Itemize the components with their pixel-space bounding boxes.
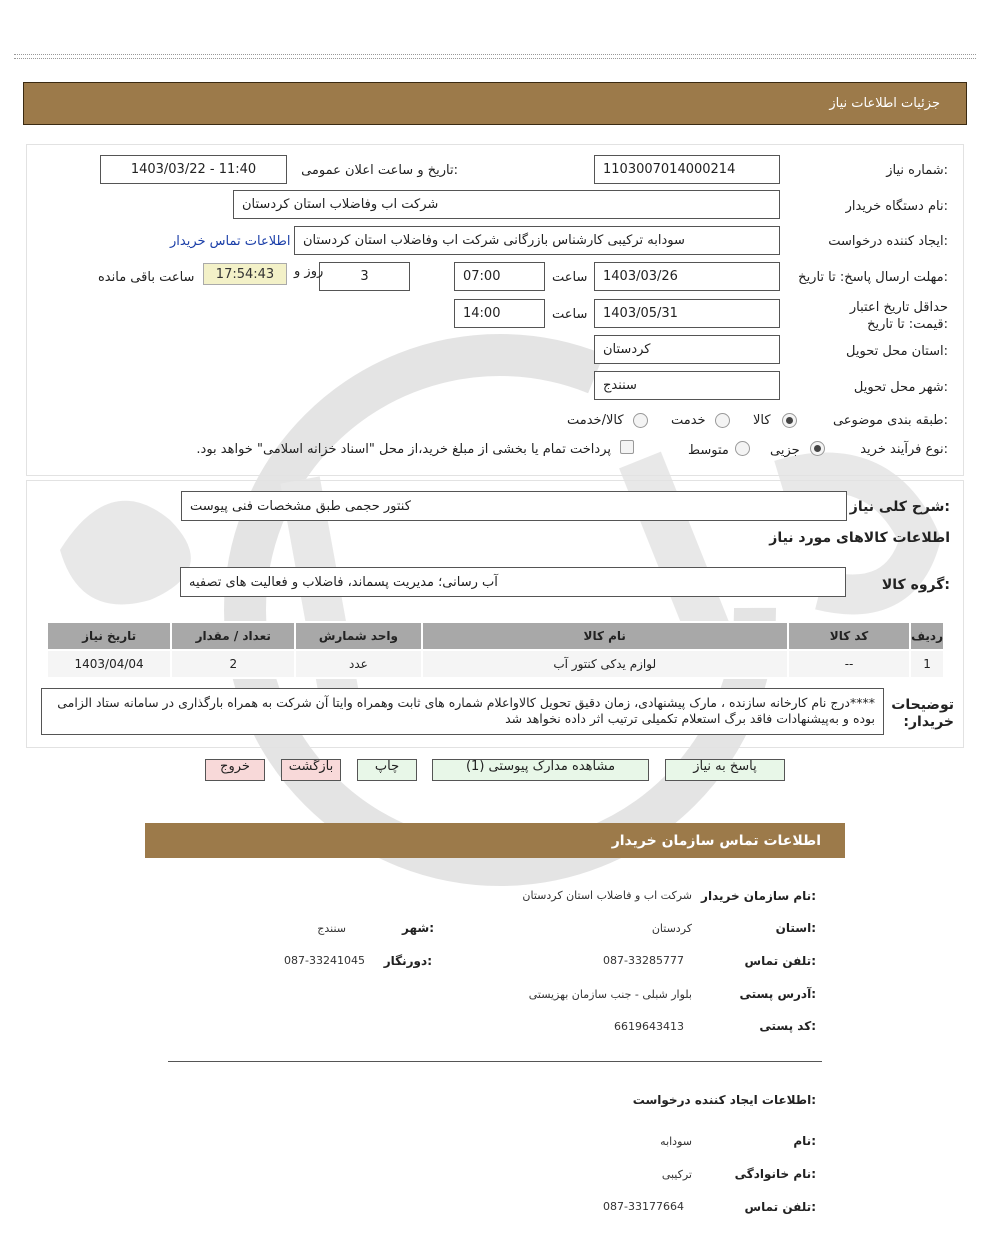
process-minor-label: جزیی <box>770 443 800 458</box>
price-validity-date-field: 1403/05/31 <box>594 299 780 328</box>
category-label: طبقه بندی موضوعی: <box>832 413 948 428</box>
buyer-contact-link[interactable]: اطلاعات تماس خریدار <box>170 234 291 249</box>
buyer-contact-header <box>145 823 845 858</box>
cell-name: لوازم یدکی کنتور آب <box>422 650 788 678</box>
need-number-label: شماره نیاز: <box>886 163 948 178</box>
buyer-org-label: نام دستگاه خریدار: <box>845 199 948 214</box>
city-label: شهر محل تحویل: <box>853 380 948 395</box>
contact-org-label: نام سازمان خریدار: <box>701 889 816 903</box>
exit-button[interactable]: خروج <box>205 759 265 781</box>
contact-city-value: سنندج <box>317 922 346 935</box>
contact-phone-value: 087-33285777 <box>603 954 684 967</box>
contact-divider <box>168 1061 822 1062</box>
category-service-radio[interactable] <box>715 413 730 428</box>
remaining-label: ساعت باقی مانده <box>98 270 195 285</box>
creator-label: ایجاد کننده درخواست: <box>828 234 948 249</box>
contact-fax-label: دورنگار: <box>383 954 432 968</box>
contact-postal-label: کد پستی: <box>759 1019 816 1033</box>
province-field: کردستان <box>594 335 780 364</box>
buyer-notes-label: توضیحات خریدار: <box>891 697 954 730</box>
description-label: شرح کلی نیاز: <box>849 499 950 515</box>
category-goods-service-label: کالا/خدمت <box>567 413 624 428</box>
creator-info-title: اطلاعات ایجاد کننده درخواست: <box>632 1093 816 1107</box>
creator-phone-label: تلفن تماس: <box>744 1200 816 1214</box>
price-validity-time-label: ساعت <box>552 307 588 322</box>
print-button[interactable]: چاپ <box>357 759 417 781</box>
contact-address-label: آدرس پستی: <box>739 987 816 1001</box>
col-row-header: ردیف <box>910 622 944 650</box>
contact-postal-value: 6619643413 <box>614 1020 684 1033</box>
announce-label: تاریخ و ساعت اعلان عمومی: <box>301 163 458 178</box>
category-goods-radio[interactable] <box>782 413 797 428</box>
days-label: روز و <box>294 264 324 279</box>
creator-phone-value: 087-33177664 <box>603 1200 684 1213</box>
need-number-field: 1103007014000214 <box>594 155 780 184</box>
contact-province-label: استان: <box>775 921 816 935</box>
contact-fax-value: 087-33241045 <box>284 954 365 967</box>
treasury-payment-note: پرداخت تمام یا بخشی از مبلغ خرید،از محل "اسناد خزانه اسلامی" خواهد بود. <box>196 442 611 457</box>
back-button[interactable]: بازگشت <box>281 759 341 781</box>
table-header-row <box>47 622 944 650</box>
col-quantity-header: تعداد / مقدار <box>171 622 295 650</box>
deadline-time-field: 07:00 <box>454 262 545 291</box>
buyer-contact-title: اطلاعات تماس سازمان خریدار <box>611 832 821 849</box>
city-field: سنندج <box>594 371 780 400</box>
deadline-label: مهلت ارسال پاسخ: تا تاریخ: <box>798 270 948 285</box>
contact-org-value: شرکت اب و فاضلاب استان کردستان <box>522 889 692 902</box>
buyer-notes-field: ****درج نام کارخانه سازنده ، مارک پیشنهادی، زمان دقیق تحویل کالاواعلام شماره های ثابت وهمراه وایتا آن شرکت به همراه بارگذاری در سامانه ستاد الزامی بوده و به‌پیشنهادات فاقد برگ استعلام تکمیلی ترتیب اثر داده نخواهد شد <box>41 688 884 735</box>
contact-address-value: بلوار شبلی - جنب سازمان بهزیستی <box>528 988 692 1001</box>
goods-group-field: آب رسانی؛ مدیریت پسماند، فاضلاب و فعالیت های تصفیه <box>180 567 846 597</box>
top-divider <box>14 54 976 59</box>
process-label: نوع فرآیند خرید: <box>860 442 948 457</box>
cell-unit: عدد <box>295 650 421 678</box>
announce-datetime-field: 1403/03/22 - 11:40 <box>100 155 287 184</box>
creator-family-value: ترکیبی <box>661 1168 692 1181</box>
buyer-org-field: شرکت اب وفاضلاب استان کردستان <box>233 190 780 219</box>
description-field: کنتور حجمی طبق مشخصات فنی پیوست <box>181 491 847 521</box>
contact-city-label: شهر: <box>402 921 434 935</box>
col-name-header: نام کالا <box>422 622 788 650</box>
process-medium-radio[interactable] <box>735 441 750 456</box>
cell-code: -- <box>788 650 910 678</box>
process-minor-radio[interactable] <box>810 441 825 456</box>
goods-info-title: اطلاعات کالاهای مورد نیاز <box>769 530 950 546</box>
creator-family-label: نام خانوادگی: <box>734 1167 816 1181</box>
creator-field: سودابه ترکیبی کارشناس بازرگانی شرکت اب وفاضلاب استان کردستان <box>294 226 780 255</box>
reply-button[interactable]: پاسخ به نیاز <box>665 759 785 781</box>
remaining-timer: 17:54:43 <box>203 263 287 285</box>
price-validity-time-field: 14:00 <box>454 299 545 328</box>
goods-group-label: گروه کالا: <box>881 577 950 593</box>
process-medium-label: متوسط <box>688 443 729 458</box>
creator-name-label: نام: <box>793 1134 816 1148</box>
page-title: جزئیات اطلاعات نیاز <box>829 96 940 111</box>
price-validity-label: حداقل تاریخ اعتبار قیمت: تا تاریخ: <box>849 300 948 332</box>
creator-name-value: سودابه <box>660 1135 692 1148</box>
cell-row: 1 <box>910 650 944 678</box>
col-unit-header: واحد شمارش <box>295 622 421 650</box>
col-code-header: کد کالا <box>788 622 910 650</box>
table-row <box>47 650 944 678</box>
goods-table <box>46 621 945 679</box>
cell-quantity: 2 <box>171 650 295 678</box>
treasury-payment-checkbox[interactable] <box>620 440 634 454</box>
contact-phone-label: تلفن تماس: <box>744 954 816 968</box>
attachments-button[interactable]: مشاهده مدارک پیوستی (1) <box>432 759 649 781</box>
category-goods-service-radio[interactable] <box>633 413 648 428</box>
days-remaining-field: 3 <box>319 262 410 291</box>
deadline-time-label: ساعت <box>552 270 588 285</box>
cell-date: 1403/04/04 <box>47 650 171 678</box>
category-goods-label: کالا <box>753 413 771 428</box>
col-date-header: تاریخ نیاز <box>47 622 171 650</box>
province-label: استان محل تحویل: <box>846 344 948 359</box>
category-service-label: خدمت <box>671 413 706 428</box>
contact-province-value: کردستان <box>651 922 692 935</box>
page-header <box>23 82 967 125</box>
deadline-date-field: 1403/03/26 <box>594 262 780 291</box>
